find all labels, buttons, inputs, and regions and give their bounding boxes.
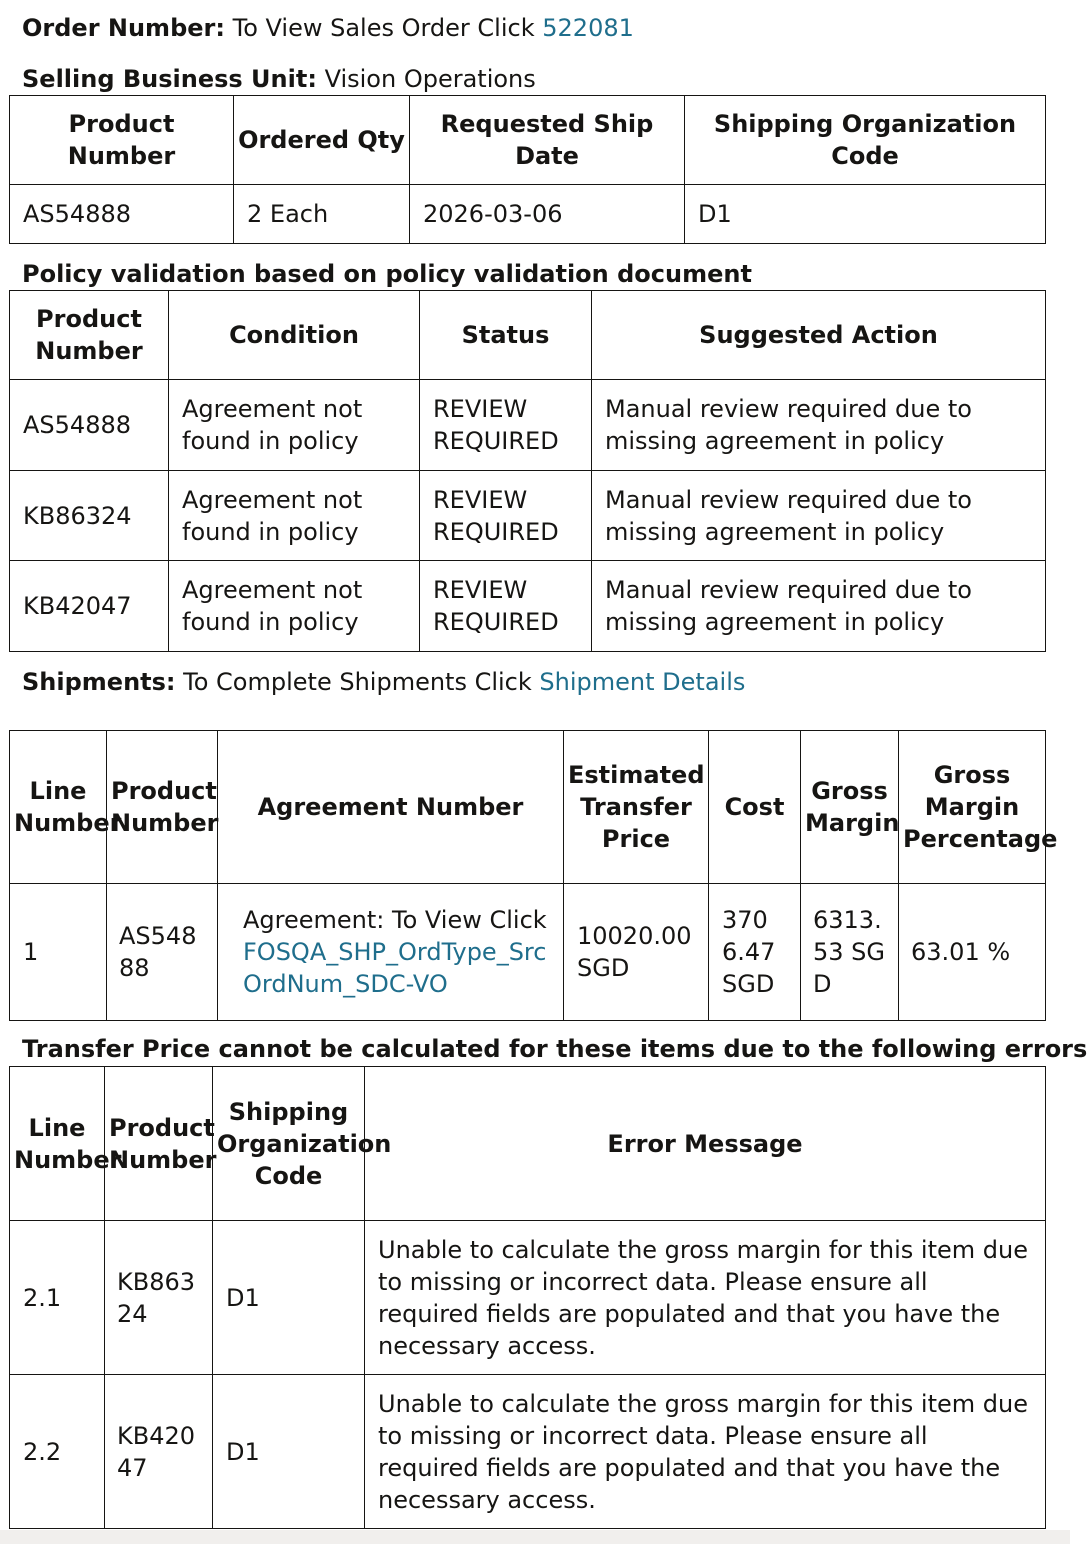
header-status: Status <box>420 291 592 380</box>
shipments-text: To Complete Shipments Click <box>183 668 532 696</box>
cell-line-number: 2.2 <box>10 1375 105 1529</box>
shipments-line <box>22 666 745 698</box>
cell-error-message: Unable to calculate the gross margin for this item due to missing or incorrect data. Please ensure all required fields are populated and that you have the necessary access. <box>365 1221 1046 1375</box>
order-number-text: To View Sales Order Click <box>232 14 535 42</box>
table-row <box>10 561 1046 652</box>
cell-suggested-action: Manual review required due to missing agreement in policy <box>592 561 1046 652</box>
cell-shipping-org-code: D1 <box>685 185 1046 244</box>
policy-title-text: Policy validation based on policy validation document <box>22 260 752 288</box>
table-row <box>10 1375 1046 1529</box>
header-shipping-org-code: Shipping Organization Code <box>685 96 1046 185</box>
header-shipping-org-code: Shipping Organization Code <box>213 1067 365 1221</box>
agreement-link[interactable]: FOSQA_SHP_OrdType_SrcOrdNum_SDC-VO <box>243 938 547 998</box>
cell-ordered-qty: 2 Each <box>234 185 410 244</box>
order-table-header <box>10 96 1046 185</box>
errors-title-text: Transfer Price cannot be calculated for these items due to the following errors <box>22 1035 1087 1063</box>
header-product-number: Product Number <box>107 731 218 884</box>
cell-estimated-transfer-price: 10020.00 SGD <box>564 884 709 1021</box>
table-row <box>10 185 1046 244</box>
header-agreement-number: Agreement Number <box>218 731 564 884</box>
cell-product-number: AS54888 <box>10 185 234 244</box>
header-condition: Condition <box>169 291 420 380</box>
business-unit-value: Vision Operations <box>324 65 536 93</box>
order-number-line <box>22 12 634 44</box>
cell-product-number: KB86324 <box>105 1221 213 1375</box>
table-row <box>10 471 1046 561</box>
bottom-band <box>0 1530 1070 1544</box>
cell-condition: Agreement not found in policy <box>169 380 420 471</box>
shipments-table-header <box>10 731 1046 884</box>
agreement-text: Agreement: To View Click <box>243 906 547 934</box>
policy-title <box>22 258 752 290</box>
cell-suggested-action: Manual review required due to missing agreement in policy <box>592 471 1046 561</box>
shipments-table <box>9 730 1058 1021</box>
business-unit-label: Selling Business Unit: <box>22 65 317 93</box>
policy-table <box>9 290 1046 652</box>
header-ordered-qty: Ordered Qty <box>234 96 410 185</box>
cell-product-number: KB42047 <box>105 1375 213 1529</box>
cell-product-number: KB42047 <box>10 561 169 652</box>
cell-gross-margin: 6313.53 SGD <box>801 884 899 1021</box>
cell-shipping-org-code: D1 <box>213 1375 365 1529</box>
header-product-number: Product Number <box>105 1067 213 1221</box>
cell-status: REVIEW REQUIRED <box>420 561 592 652</box>
cell-cost: 3706.47 SGD <box>709 884 801 1021</box>
cell-status: REVIEW REQUIRED <box>420 471 592 561</box>
business-unit-line <box>22 63 536 95</box>
cell-condition: Agreement not found in policy <box>169 471 420 561</box>
header-requested-ship-date: Requested Ship Date <box>410 96 685 185</box>
cell-line-number: 2.1 <box>10 1221 105 1375</box>
table-row <box>10 884 1046 1021</box>
sales-order-link[interactable]: 522081 <box>542 14 634 42</box>
errors-table-header <box>10 1067 1046 1221</box>
order-table <box>9 95 1046 244</box>
cell-product-number: KB86324 <box>10 471 169 561</box>
cell-condition: Agreement not found in policy <box>169 561 420 652</box>
cell-requested-ship-date: 2026-03-06 <box>410 185 685 244</box>
shipments-label: Shipments: <box>22 668 176 696</box>
cell-error-message: Unable to calculate the gross margin for this item due to missing or incorrect data. Please ensure all required fields are populated and that you have the necessary access. <box>365 1375 1046 1529</box>
cell-status: REVIEW REQUIRED <box>420 380 592 471</box>
cell-product-number: AS54888 <box>10 380 169 471</box>
header-gross-margin-percentage: Gross Margin Percentage <box>899 731 1046 884</box>
header-estimated-transfer-price: Estimated Transfer Price <box>564 731 709 884</box>
cell-suggested-action: Manual review required due to missing agreement in policy <box>592 380 1046 471</box>
cell-line-number: 1 <box>10 884 107 1021</box>
cell-agreement-number <box>218 884 564 1021</box>
header-line-number: Line Number <box>10 1067 105 1221</box>
header-product-number: Product Number <box>10 96 234 185</box>
cell-shipping-org-code: D1 <box>213 1221 365 1375</box>
order-number-label: Order Number: <box>22 14 225 42</box>
table-row <box>10 380 1046 471</box>
errors-title <box>22 1033 1087 1065</box>
errors-table <box>9 1066 1046 1529</box>
header-product-number: Product Number <box>10 291 169 380</box>
header-line-number: Line Number <box>10 731 107 884</box>
policy-table-header <box>10 291 1046 380</box>
table-row <box>10 1221 1046 1375</box>
cell-gross-margin-percentage: 63.01 % <box>899 884 1046 1021</box>
cell-product-number: AS54888 <box>107 884 218 1021</box>
header-suggested-action: Suggested Action <box>592 291 1046 380</box>
header-error-message: Error Message <box>365 1067 1046 1221</box>
shipment-details-link[interactable]: Shipment Details <box>539 668 746 696</box>
header-cost: Cost <box>709 731 801 884</box>
header-gross-margin: Gross Margin <box>801 731 899 884</box>
